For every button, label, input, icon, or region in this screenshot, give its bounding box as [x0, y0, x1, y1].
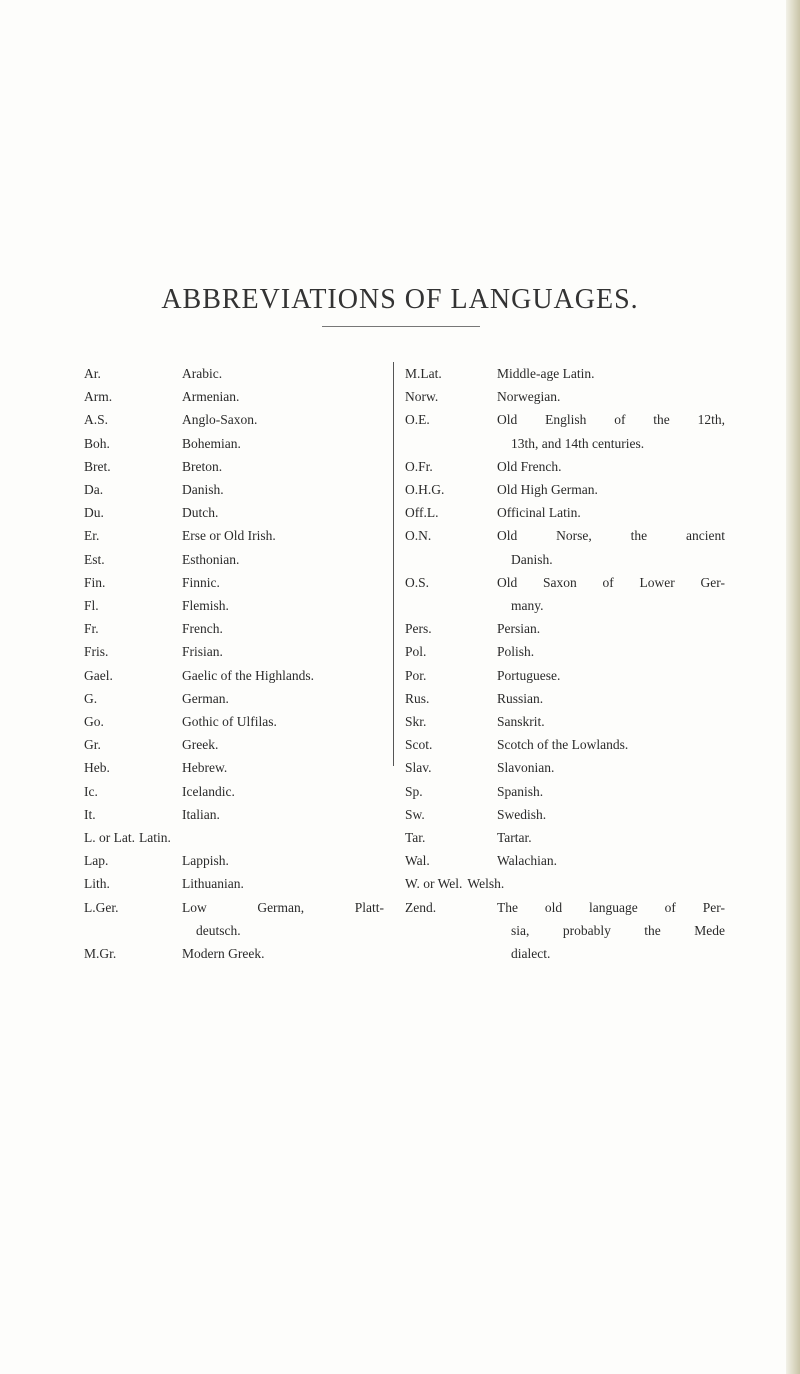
language-name-line: Old English of the 12th,: [497, 412, 725, 428]
abbreviation: A.S.: [84, 412, 109, 428]
abbreviation-entry: [84, 733, 384, 756]
language-name-line: Flemish.: [182, 598, 229, 614]
abbreviation-entry: [405, 756, 725, 779]
language-name-line: Swedish.: [497, 806, 547, 822]
abbreviation-entry: [84, 849, 384, 872]
abbreviation-entry: [84, 432, 384, 455]
language-name: [497, 478, 725, 501]
language-name: [182, 687, 384, 710]
language-name: [497, 571, 725, 617]
abbreviation-entry: [84, 385, 384, 408]
abbreviation: Fr.: [84, 621, 99, 637]
language-name: [182, 385, 384, 408]
abbreviation: O.Fr.: [405, 458, 433, 474]
language-name-line: Latin.: [138, 830, 171, 846]
language-name-line: French.: [182, 621, 223, 637]
abbreviation: L. or Lat.: [84, 830, 135, 846]
language-name-line: Old High German.: [497, 482, 598, 498]
language-name: [182, 756, 384, 779]
language-name-line: Danish.: [182, 482, 224, 498]
language-name-line: Russian.: [497, 690, 544, 706]
language-name: [497, 385, 725, 408]
language-name: [182, 478, 384, 501]
language-name-line: 13th, and 14th centuries.: [511, 435, 645, 451]
language-name-line: Scotch of the Lowlands.: [497, 737, 629, 753]
abbreviation-entry: [405, 849, 725, 872]
language-name: [497, 780, 725, 803]
language-name-line: Breton.: [182, 458, 223, 474]
abbreviation: Off.L.: [405, 505, 439, 521]
abbreviation-entry: [84, 408, 384, 431]
language-name-line: dialect.: [511, 946, 551, 962]
language-name-line: The old language of Per-: [497, 899, 725, 915]
abbreviation: It.: [84, 806, 96, 822]
abbreviation: O.S.: [405, 574, 430, 590]
language-name: [182, 803, 384, 826]
language-name-line: Lappish.: [182, 853, 229, 869]
abbreviation-entry: [84, 455, 384, 478]
abbreviation: Ar.: [84, 366, 101, 381]
right-column: [405, 362, 725, 965]
abbreviation: Sw.: [405, 806, 425, 822]
language-name-line: Bohemian.: [182, 435, 241, 451]
language-name: [182, 849, 384, 872]
abbreviation-entry: [405, 664, 725, 687]
language-name: [182, 780, 384, 803]
language-name: [182, 594, 384, 617]
language-name: [497, 826, 725, 849]
language-name: [182, 710, 384, 733]
abbreviation-entry: [405, 408, 725, 454]
abbreviation-entry: [84, 617, 384, 640]
abbreviation: Sp.: [405, 783, 423, 799]
language-name-line: Sanskrit.: [497, 714, 545, 730]
abbreviation-entry: [405, 362, 725, 385]
abbreviation-entry: [84, 872, 384, 895]
abbreviation-entry: [405, 687, 725, 710]
language-name-line: Spanish.: [497, 783, 544, 799]
abbreviation-entry: [84, 524, 384, 547]
abbreviation: L.Ger.: [84, 899, 119, 915]
language-name: [182, 362, 384, 385]
language-name: [497, 408, 725, 454]
language-name-line: Tartar.: [497, 830, 532, 846]
language-name: [497, 455, 725, 478]
abbreviation: Fin.: [84, 574, 106, 590]
language-name: [182, 942, 384, 965]
abbreviation: Ic.: [84, 783, 98, 799]
language-name-line: Arabic.: [182, 366, 223, 381]
abbreviation: M.Gr.: [84, 946, 117, 962]
abbreviation: O.E.: [405, 412, 430, 428]
abbreviation-entry: [405, 501, 725, 524]
language-name-line: Esthonian.: [182, 551, 240, 567]
language-name-line: Erse or Old Irish.: [182, 528, 276, 544]
language-name-line: Old Norse, the ancient: [497, 528, 725, 544]
abbreviation: Heb.: [84, 760, 110, 776]
language-name-line: Icelandic.: [182, 783, 235, 799]
language-name: [497, 896, 725, 966]
language-name: [182, 733, 384, 756]
abbreviation-entry: [405, 733, 725, 756]
language-name-line: Officinal Latin.: [497, 505, 581, 521]
page-title: ABBREVIATIONS OF LANGUAGES.: [161, 284, 639, 315]
abbreviation-entry: [405, 478, 725, 501]
language-name-line: Old Saxon of Lower Ger-: [497, 574, 725, 590]
abbreviation-entry: [405, 896, 725, 966]
language-name-line: Walachian.: [497, 853, 558, 869]
abbreviation: Por.: [405, 667, 427, 683]
abbreviation-entry: [84, 640, 384, 663]
language-name: [497, 803, 725, 826]
abbreviation-entry: [405, 524, 725, 570]
abbreviation: Lap.: [84, 853, 109, 869]
abbreviation: O.H.G.: [405, 482, 445, 498]
abbreviation: Gr.: [84, 737, 101, 753]
language-name-line: Modern Greek.: [182, 946, 265, 962]
language-name: [497, 710, 725, 733]
language-name: [182, 617, 384, 640]
language-name-line: Frisian.: [182, 644, 223, 660]
abbreviation: W. or Wel.: [405, 876, 463, 892]
abbreviation-entry: [405, 617, 725, 640]
language-name: [497, 756, 725, 779]
language-name: [182, 872, 384, 895]
language-name: [182, 548, 384, 571]
language-name-line: Danish.: [511, 551, 553, 567]
abbreviation-entry: [84, 501, 384, 524]
language-name-line: Middle-age Latin.: [497, 366, 595, 381]
language-name-line: Polish.: [497, 644, 535, 660]
language-name-line: Welsh.: [467, 876, 505, 892]
abbreviation-entry: [84, 664, 384, 687]
abbreviation-entry: [84, 942, 384, 965]
abbreviation-entry: [84, 896, 384, 942]
abbreviation: Bret.: [84, 458, 111, 474]
page-edge-shadow: [786, 0, 800, 1374]
abbreviation-entry: [84, 710, 384, 733]
abbreviation: Wal.: [405, 853, 430, 869]
language-name-line: Hebrew.: [182, 760, 228, 776]
abbreviation: Zend.: [405, 899, 437, 915]
abbreviation-entry: [405, 710, 725, 733]
abbreviation: M.Lat.: [405, 366, 442, 381]
language-name-line: Lithuanian.: [182, 876, 244, 892]
language-name: [182, 664, 384, 687]
abbreviation: O.N.: [405, 528, 432, 544]
language-name: [182, 571, 384, 594]
language-name-line: Greek.: [182, 737, 219, 753]
language-name: [497, 524, 725, 570]
language-name: [497, 362, 725, 385]
abbreviation: Pers.: [405, 621, 432, 637]
left-column: [84, 362, 384, 965]
language-name-line: Persian.: [497, 621, 541, 637]
language-name-line: Armenian.: [182, 389, 240, 405]
abbreviation: Norw.: [405, 389, 439, 405]
language-name-line: Slavonian.: [497, 760, 555, 776]
abbreviation: Go.: [84, 714, 104, 730]
abbreviation-entry: [84, 803, 384, 826]
language-name: [497, 687, 725, 710]
abbreviation-entry: [405, 872, 725, 895]
abbreviation-entry: [84, 780, 384, 803]
language-name: [182, 896, 384, 942]
abbreviation-entry: [405, 571, 725, 617]
abbreviation: Scot.: [405, 737, 433, 753]
abbreviation-entry: [405, 780, 725, 803]
abbreviation: Da.: [84, 482, 104, 498]
column-divider: [393, 362, 394, 766]
abbreviation-entry: [84, 826, 384, 849]
title-rule: [322, 326, 480, 327]
abbreviation-entry: [405, 640, 725, 663]
abbreviation: Du.: [84, 505, 104, 521]
abbreviation: Arm.: [84, 389, 113, 405]
language-name-line: Italian.: [182, 806, 220, 822]
abbreviation-entry: [84, 571, 384, 594]
language-name-line: Dutch.: [182, 505, 219, 521]
abbreviation-entry: [84, 478, 384, 501]
language-name-line: Old French.: [497, 458, 562, 474]
language-name-line: Portuguese.: [497, 667, 561, 683]
language-name: [497, 849, 725, 872]
language-name: [467, 872, 725, 895]
language-name-line: many.: [511, 598, 544, 614]
abbreviation: Tar.: [405, 830, 426, 846]
language-name: [497, 617, 725, 640]
language-name: [497, 501, 725, 524]
language-name: [182, 408, 384, 431]
abbreviation: Er.: [84, 528, 100, 544]
language-name: [497, 640, 725, 663]
abbreviation: Pol.: [405, 644, 427, 660]
language-name-line: German.: [182, 690, 229, 706]
abbreviation-entry: [405, 826, 725, 849]
abbreviation: Rus.: [405, 690, 430, 706]
language-name: [182, 524, 384, 547]
abbreviation: Est.: [84, 551, 105, 567]
language-name-line: Low German, Platt-: [182, 899, 384, 915]
abbreviation-entry: [84, 548, 384, 571]
abbreviation-entry: [84, 594, 384, 617]
language-name: [139, 826, 384, 849]
abbreviation: Lith.: [84, 876, 110, 892]
abbreviation: G.: [84, 690, 98, 706]
language-name-line: sia, probably the Mede: [511, 922, 725, 938]
abbreviation-entry: [84, 687, 384, 710]
language-name-line: Finnic.: [182, 574, 220, 590]
abbreviation-entry: [405, 385, 725, 408]
language-name-line: Norwegian.: [497, 389, 561, 405]
language-name: [182, 501, 384, 524]
language-name: [497, 664, 725, 687]
language-name: [182, 432, 384, 455]
abbreviation: Fl.: [84, 598, 99, 614]
language-name: [182, 455, 384, 478]
language-name-line: Gaelic of the Highlands.: [182, 667, 314, 683]
abbreviation-entry: [405, 455, 725, 478]
abbreviation: Skr.: [405, 714, 427, 730]
abbreviation-entry: [84, 362, 384, 385]
language-name: [182, 640, 384, 663]
abbreviation: Fris.: [84, 644, 109, 660]
abbreviation: Boh.: [84, 435, 110, 451]
abbreviation: Slav.: [405, 760, 432, 776]
abbreviation-entry: [405, 803, 725, 826]
language-name-line: deutsch.: [196, 922, 241, 938]
abbreviation: Gael.: [84, 667, 113, 683]
language-name-line: Anglo-Saxon.: [182, 412, 258, 428]
abbreviation-entry: [84, 756, 384, 779]
language-name-line: Gothic of Ulfilas.: [182, 714, 277, 730]
language-name: [497, 733, 725, 756]
